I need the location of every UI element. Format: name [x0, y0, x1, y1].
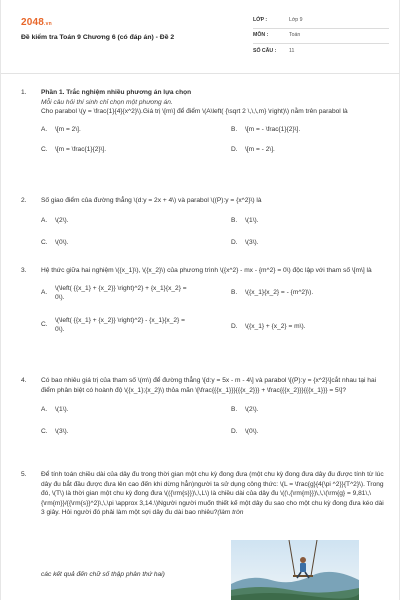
question-text: Có bao nhiêu giá trị của tham số \(m\) để đường thẳng \[d:y = 5x - m - 4\] và parabol \[(P):y = {x^2}\]cắt nhau tại hai điểm phân biệt có hoành độ \({x_1};{x_2}\) thỏa mãn \[\frac{{{x_1}}}{{{x_2}}} + \frac{{{x_2}}}{{{x_1}}} = 5\]? [41, 377, 377, 394]
meta-label: SỐ CÂU : [253, 47, 277, 54]
question-number: 2. [21, 197, 27, 204]
option-text: \[m = \frac{1}{2}\]. [55, 145, 107, 153]
section-title: Phần 1. Trắc nghiệm nhiều phương án lựa chọn [41, 89, 192, 96]
question-number: 3. [21, 267, 27, 274]
question-number: 4. [21, 377, 27, 384]
exam-header [21, 14, 389, 64]
question-text: Hệ thức giữa hai nghiệm \({x_1}\), \({x_2}\) của phương trình \({x^2} - mx - {m^2} = 0\) độc lập với tham số \[m\] là [41, 267, 372, 274]
option-label: D. [231, 145, 238, 153]
option-label: A. [41, 406, 48, 414]
option-text: \(1\). [55, 406, 69, 414]
option-b[interactable] [231, 125, 385, 135]
site-logo[interactable] [21, 16, 52, 31]
section-instruction: Mỗi câu hỏi thí sinh chỉ chọn một phương án. [41, 98, 173, 106]
answer-options [41, 405, 387, 443]
swing-photo [231, 540, 359, 600]
question-text-italic: (làm tròn [217, 509, 244, 517]
option-text: \[m = 2\]. [55, 125, 81, 133]
meta-value: 11 [289, 47, 295, 54]
meta-row-count [253, 44, 389, 59]
option-c[interactable] [41, 427, 195, 437]
answer-options [41, 125, 387, 163]
question-4 [21, 376, 387, 443]
option-a[interactable] [41, 284, 195, 303]
option-text: \({x_1}{x_2} = - {m^2}\). [245, 288, 314, 296]
option-label: A. [41, 289, 48, 297]
option-d[interactable] [231, 238, 385, 248]
option-text: \(0\). [245, 428, 259, 436]
option-text: \(3\). [245, 238, 259, 246]
option-a[interactable] [41, 405, 195, 415]
header-divider [1, 73, 400, 74]
question-text: Số giao điểm của đường thẳng \(d:y = 2x + 4\) và parabol \((P):y = {x^2}\) là [41, 197, 262, 204]
option-text: \(\left( {{x_1} + {x_2}} \right)^2} - {x_1}{x_2} = 0\). [55, 316, 185, 334]
question-number: 5. [21, 471, 27, 478]
exam-meta-table [253, 14, 389, 59]
option-label: D. [231, 428, 238, 436]
option-label: D. [231, 238, 238, 246]
option-label: A. [41, 125, 48, 133]
option-c[interactable] [41, 145, 195, 155]
option-text: \[m = - 2\]. [245, 145, 275, 153]
option-label: B. [231, 406, 238, 414]
option-text: \(2\). [55, 216, 69, 224]
option-c[interactable] [41, 316, 195, 335]
option-a[interactable] [41, 125, 195, 135]
option-text: \(1\). [245, 216, 259, 224]
question-5 [21, 470, 387, 518]
question-3 [21, 266, 387, 344]
option-b[interactable] [231, 288, 385, 298]
option-label: B. [231, 216, 238, 224]
option-label: C. [41, 145, 48, 153]
option-text: \[m = - \frac{1}{2}\]. [245, 125, 301, 133]
answer-options [41, 216, 387, 254]
option-b[interactable] [231, 216, 385, 226]
option-text: \({x_1} + {x_2} = m\). [245, 322, 306, 330]
meta-value: Toán [289, 32, 301, 39]
meta-label: MÔN : [253, 32, 269, 39]
option-d[interactable] [231, 145, 385, 155]
question-1 [21, 88, 387, 163]
answer-options [41, 284, 387, 344]
question-number: 1. [21, 89, 27, 96]
meta-row-class [253, 14, 389, 29]
meta-value: Lớp 9 [289, 17, 303, 24]
option-d[interactable] [231, 322, 385, 332]
meta-label: LỚP : [253, 17, 268, 24]
question-2 [21, 196, 387, 254]
question-text [41, 470, 387, 518]
option-label: A. [41, 216, 48, 224]
option-b[interactable] [231, 405, 385, 415]
option-text: \(0\). [55, 238, 69, 246]
option-text: \(2\). [245, 406, 259, 414]
option-text: \(3\). [55, 428, 69, 436]
exam-title: Đề kiểm tra Toán 9 Chương 6 (có đáp án) - Đề 2 [21, 34, 175, 41]
swing-image [231, 540, 359, 600]
meta-row-subject [253, 29, 389, 44]
option-label: B. [231, 125, 238, 133]
option-label: D. [231, 322, 238, 330]
option-label: C. [41, 321, 48, 329]
option-a[interactable] [41, 216, 195, 226]
option-label: C. [41, 428, 48, 436]
option-d[interactable] [231, 427, 385, 437]
option-text: \(\left( {{x_1} + {x_2}} \right)^2} + {x_1}{x_2} = 0\). [55, 284, 187, 302]
question-text: Cho parabol \(y = \frac{1}{4}{x^2}\).Giá trị \[m\] để điểm \(A\left( {\sqrt 2 \,\,\,m} \right)\) nằm trên parabol là [41, 108, 348, 116]
option-label: B. [231, 288, 238, 296]
logo-main: 2048 [21, 17, 45, 28]
option-c[interactable] [41, 238, 195, 248]
rounding-note: các kết quả đến chữ số thập phân thứ hai) [41, 571, 165, 578]
option-label: C. [41, 238, 48, 246]
question-text-main: Để tính toán chiều dài của dây đu trong thời gian một chu kỳ đong đưa (một chu kỳ đong đưa dây đu được tính từ lúc dây đu bắt đầu được đưa lên cao đến khi dừng hẳn)người ta sử dụng công thức: \(L = \frac{g}{4{\pi ^2}}{T^2}\). Trong đó, \(T\) là thời gian một chu kỳ đong đưa \(({\rm{s}})\,\,L\) là chiều dài của dây đu \((\,{\rm{m}})\,\,\(\rm{g} = 9,81\,\{\rm{m}}/{{\rm{s}}^2}\,\,\pi \approx 3,14.\)Người người muốn thiết kế một dây đu sao cho một chu kỳ đong đưa kéo dài 3 giây. Hỏi người đó phải làm một sợi dây đu dài bao nhiêu? [41, 471, 384, 517]
logo-tld: .vn [44, 21, 52, 27]
